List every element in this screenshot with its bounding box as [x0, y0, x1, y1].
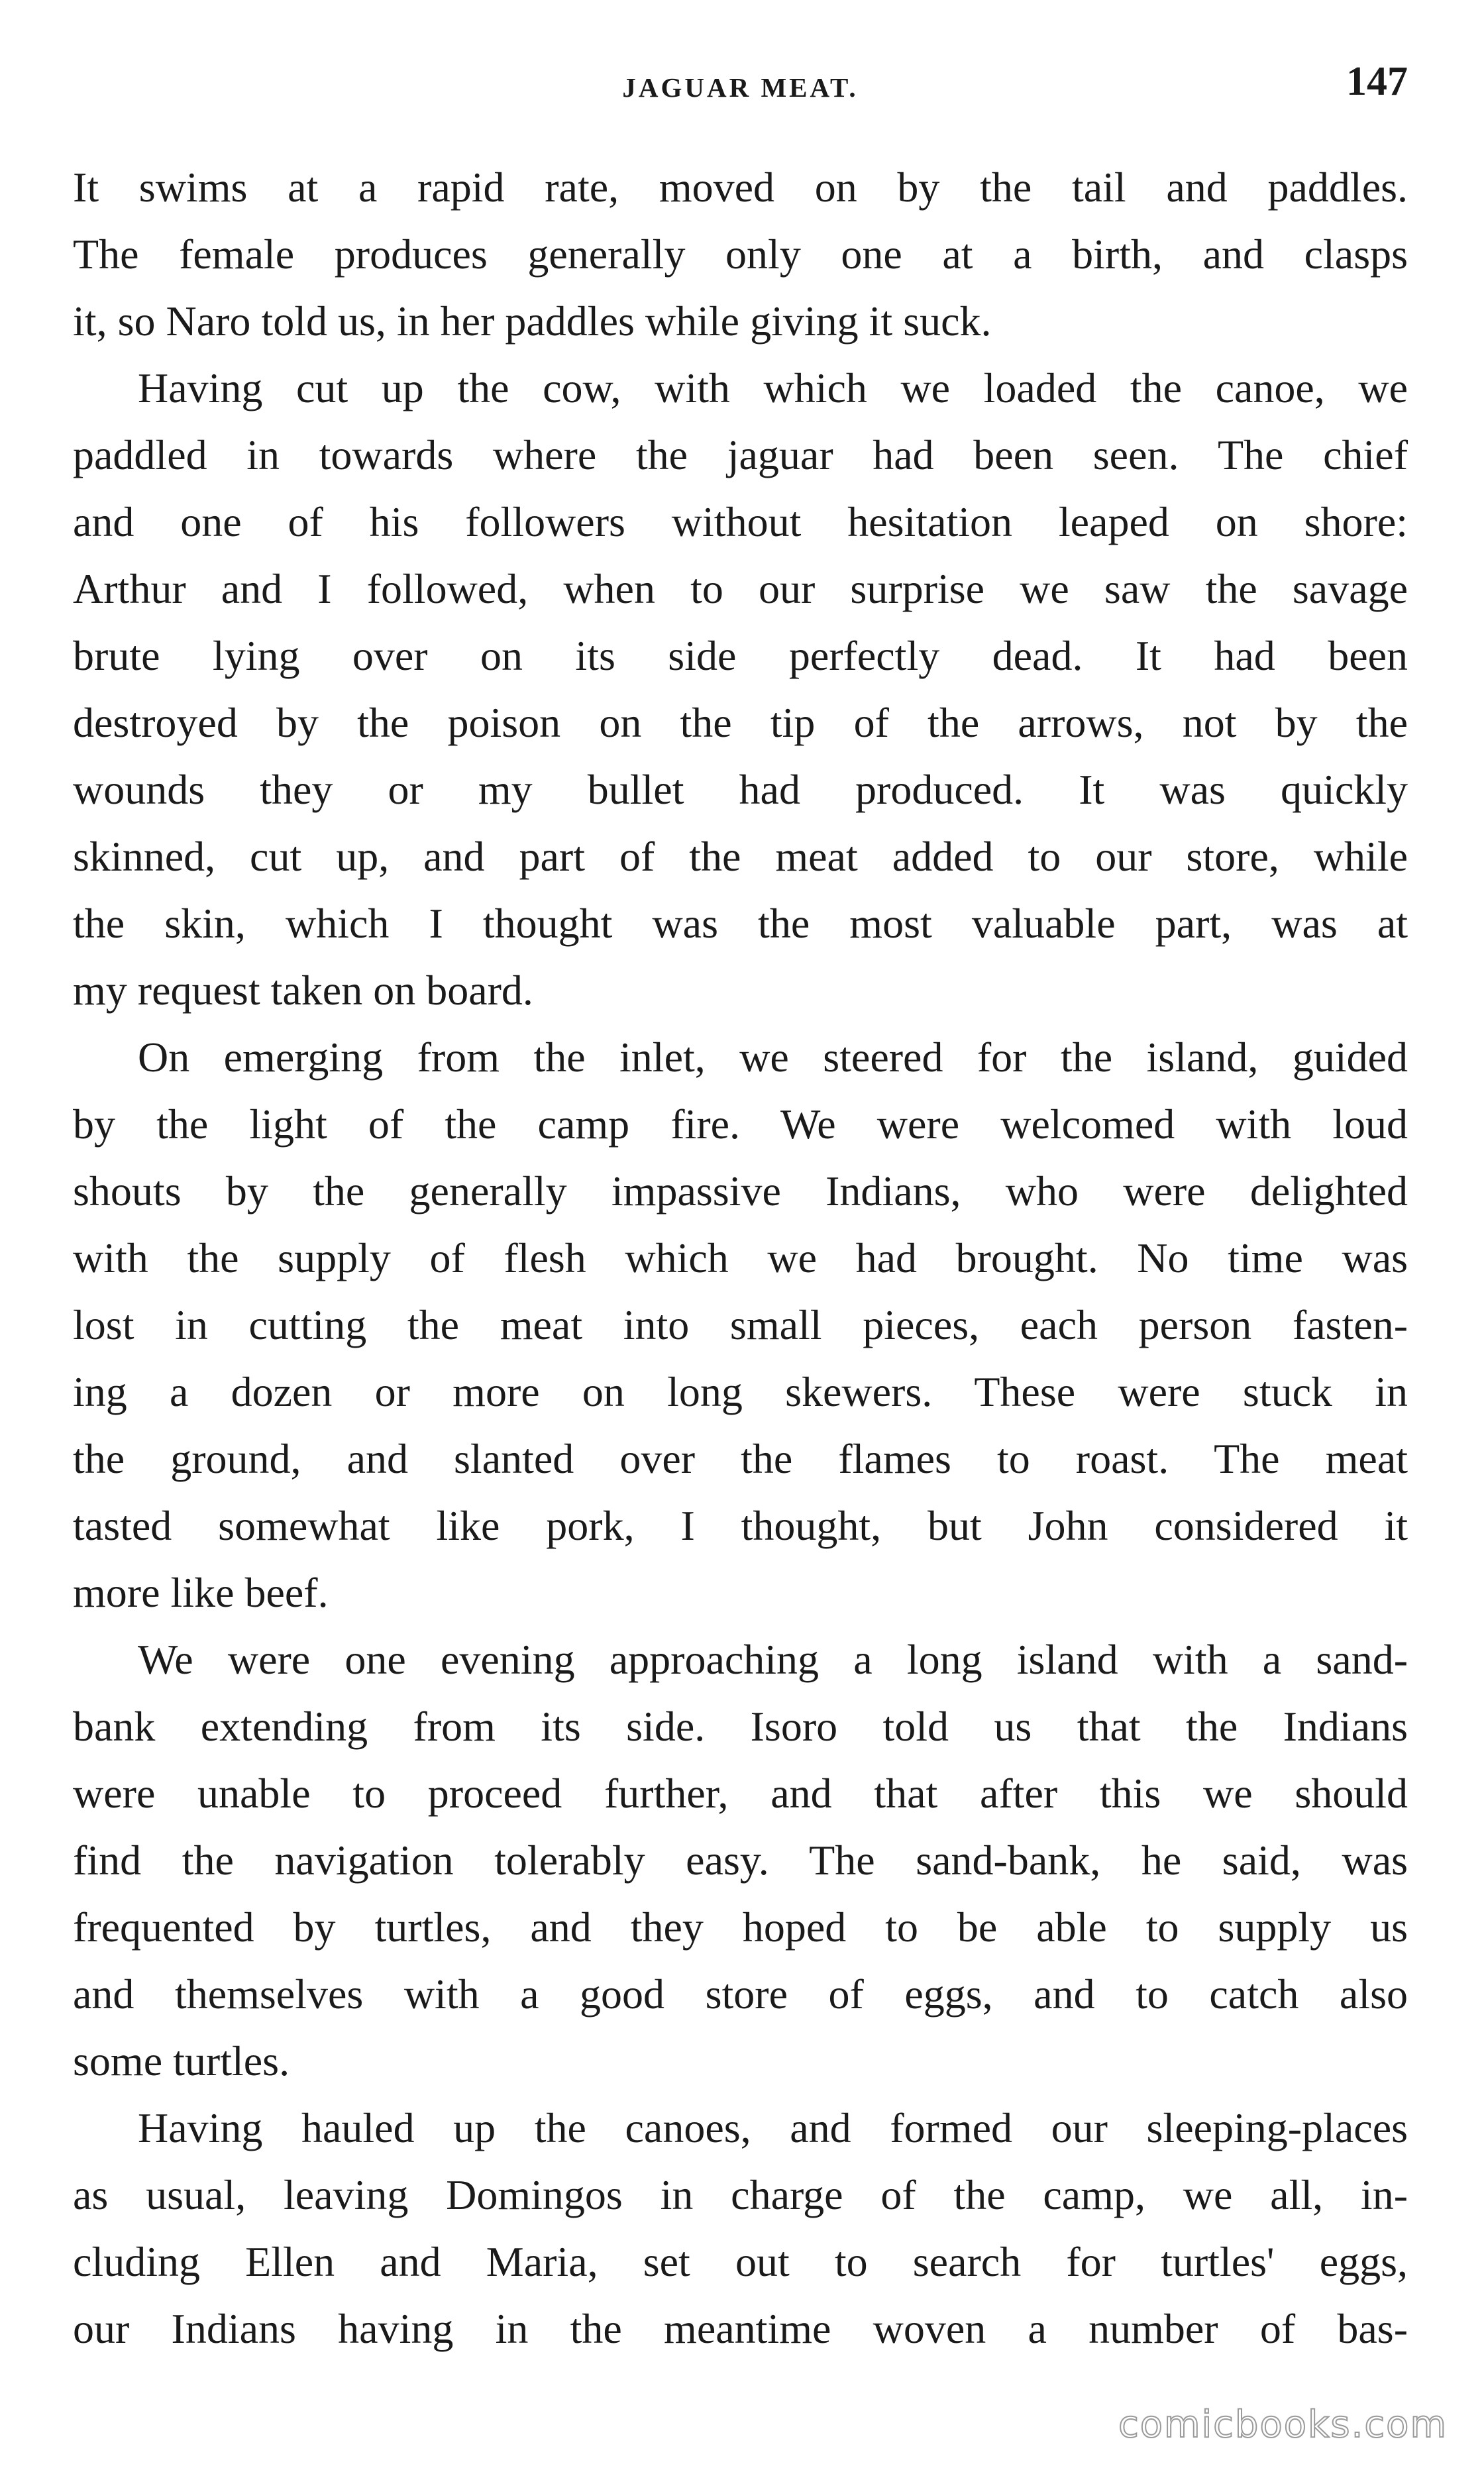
text-line: frequented by turtles, and they hoped to be able to supply us [73, 1904, 1408, 1951]
paragraph [73, 1626, 1408, 2094]
text-line: shouts by the generally impassive Indians, who were delighted [73, 1167, 1408, 1214]
text-line: our Indians having in the meantime woven a number of bas- [73, 2305, 1408, 2352]
text-line: brute lying over on its side perfectly dead. It had been [73, 632, 1408, 679]
text-line: the skin, which I thought was the most valuable part, was at [73, 900, 1408, 947]
text-line: The female produces generally only one at a birth, and clasps [73, 231, 1408, 278]
text-line: and one of his followers without hesitation leaped on shore: [73, 498, 1408, 545]
text-line: Arthur and I followed, when to our surprise we saw the savage [73, 565, 1408, 612]
text-line: with the supply of flesh which we had brought. No time was [73, 1234, 1408, 1281]
watermark-logo: comicbooks.com [1118, 2403, 1448, 2446]
text-line: by the light of the camp fire. We were welcomed with loud [73, 1101, 1408, 1148]
text-line: cluding Ellen and Maria, set out to search for turtles' eggs, [73, 2238, 1408, 2285]
text-line: destroyed by the poison on the tip of the arrows, not by the [73, 699, 1408, 746]
text-line: some turtles. [73, 2037, 290, 2084]
text-line: more like beef. [73, 1569, 329, 1616]
paragraph [73, 154, 1408, 354]
text-line: We were one evening approaching a long island with a sand- [138, 1636, 1408, 1683]
text-line: Having cut up the cow, with which we loaded the canoe, we [138, 364, 1408, 411]
text-line: my request taken on board. [73, 967, 533, 1014]
text-line: ing a dozen or more on long skewers. These were stuck in [73, 1368, 1408, 1415]
paragraph [73, 1024, 1408, 1626]
text-line: bank extending from its side. Isoro told us that the Indians [73, 1703, 1408, 1750]
running-head [73, 58, 1408, 111]
text-line: skinned, cut up, and part of the meat added to our store, while [73, 833, 1408, 880]
paragraph [73, 2094, 1408, 2362]
text-line: and themselves with a good store of eggs, and to catch also [73, 1970, 1408, 2018]
text-line: were unable to proceed further, and that after this we should [73, 1770, 1408, 1817]
text-line: It swims at a rapid rate, moved on by the tail and paddles. [73, 164, 1408, 211]
text-line: On emerging from the inlet, we steered for the island, guided [138, 1034, 1408, 1081]
page-number: 147 [1346, 59, 1408, 104]
text-line: it, so Naro told us, in her paddles while giving it suck. [73, 297, 992, 345]
text-line: lost in cutting the meat into small pieces, each person fasten- [73, 1301, 1408, 1348]
text-line: wounds they or my bullet had produced. It was quickly [73, 766, 1408, 813]
text-line: the ground, and slanted over the flames to roast. The meat [73, 1435, 1408, 1482]
text-line: paddled in towards where the jaguar had been seen. The chief [73, 431, 1408, 478]
text-line: find the navigation tolerably easy. The sand-bank, he said, was [73, 1837, 1408, 1884]
paragraph [73, 354, 1408, 1024]
text-line: tasted somewhat like pork, I thought, but John considered it [73, 1502, 1408, 1549]
body-text [73, 154, 1408, 2362]
running-title: JAGUAR MEAT. [622, 72, 859, 103]
text-line: Having hauled up the canoes, and formed our sleeping-places [138, 2104, 1408, 2151]
text-line: as usual, leaving Domingos in charge of the camp, we all, in- [73, 2171, 1408, 2218]
